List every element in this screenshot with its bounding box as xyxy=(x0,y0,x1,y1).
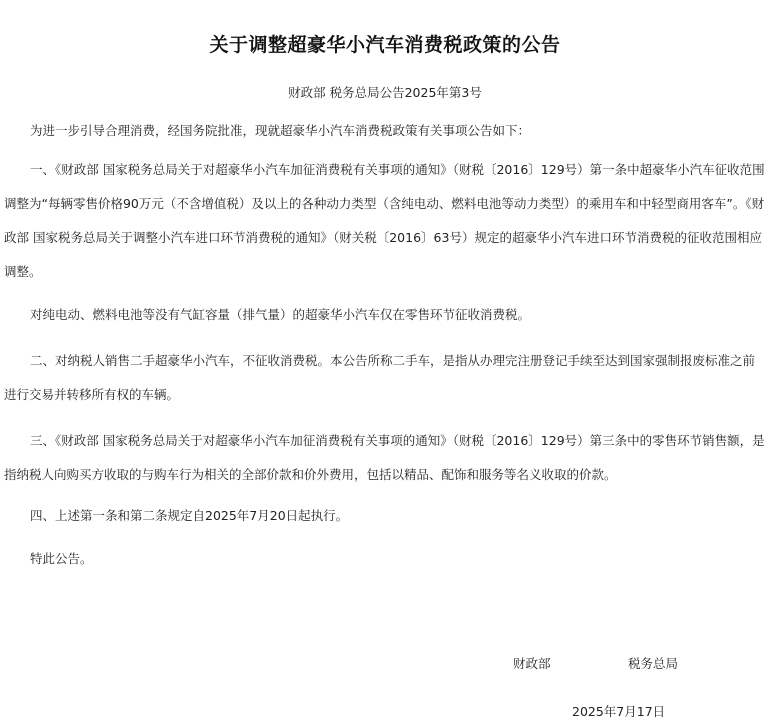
article-2-paragraph: 二、对纳税人销售二手超豪华小汽车，不征收消费税。本公告所称二手车，是指从办理完注册登记手续至达到国家强制报废标准之前进行交易并转移所有权的车辆。 xyxy=(4,353,756,402)
signatory-ministry-of-finance: 财政部 xyxy=(513,656,551,671)
article-3-paragraph: 三、《财政部 国家税务总局关于对超豪华小汽车加征消费税有关事项的通知》（财税〔2016〕129号）第三条中的零售环节销售额，是指纳税人向购买方收取的与购车行为相关的全部价款和价外费用，包括以精品、配饰和服务等名义收取的价款。 xyxy=(4,433,765,482)
signatory-tax-administration: 税务总局 xyxy=(628,656,679,671)
page-title: 关于调整超豪华小汽车消费税政策的公告 xyxy=(209,34,561,56)
intro-paragraph: 为进一步引导合理消费，经国务院批准，现就超豪华小汽车消费税政策有关事项公告如下： xyxy=(30,123,531,138)
article-1-supplement-paragraph: 对纯电动、燃料电池等没有气缸容量（排气量）的超豪华小汽车仅在零售环节征收消费税。 xyxy=(30,307,531,322)
closing-line: 特此公告。 xyxy=(30,551,93,566)
issuer-line: 财政部 税务总局公告2025年第3号 xyxy=(288,85,482,100)
issue-date: 2025年7月17日 xyxy=(572,704,666,719)
document-body xyxy=(4,119,766,571)
article-1-paragraph: 一、《财政部 国家税务总局关于对超豪华小汽车加征消费税有关事项的通知》（财税〔2016〕129号）第一条中超豪华小汽车征收范围调整为“每辆零售价格90万元（不含增值税）及以上的各种动力类型（含纯电动、燃料电池等动力类型）的乘用车和中轻型商用客车”。《财政部 国家税务总局关于调整小汽车进口环节消费税的通知》（财关税〔2016〕63号）规定的超豪华小汽车进口环节消费税的征收范围相应调整。 xyxy=(4,162,765,279)
article-4-paragraph: 四、上述第一条和第二条规定自2025年7月20日起执行。 xyxy=(30,508,349,523)
